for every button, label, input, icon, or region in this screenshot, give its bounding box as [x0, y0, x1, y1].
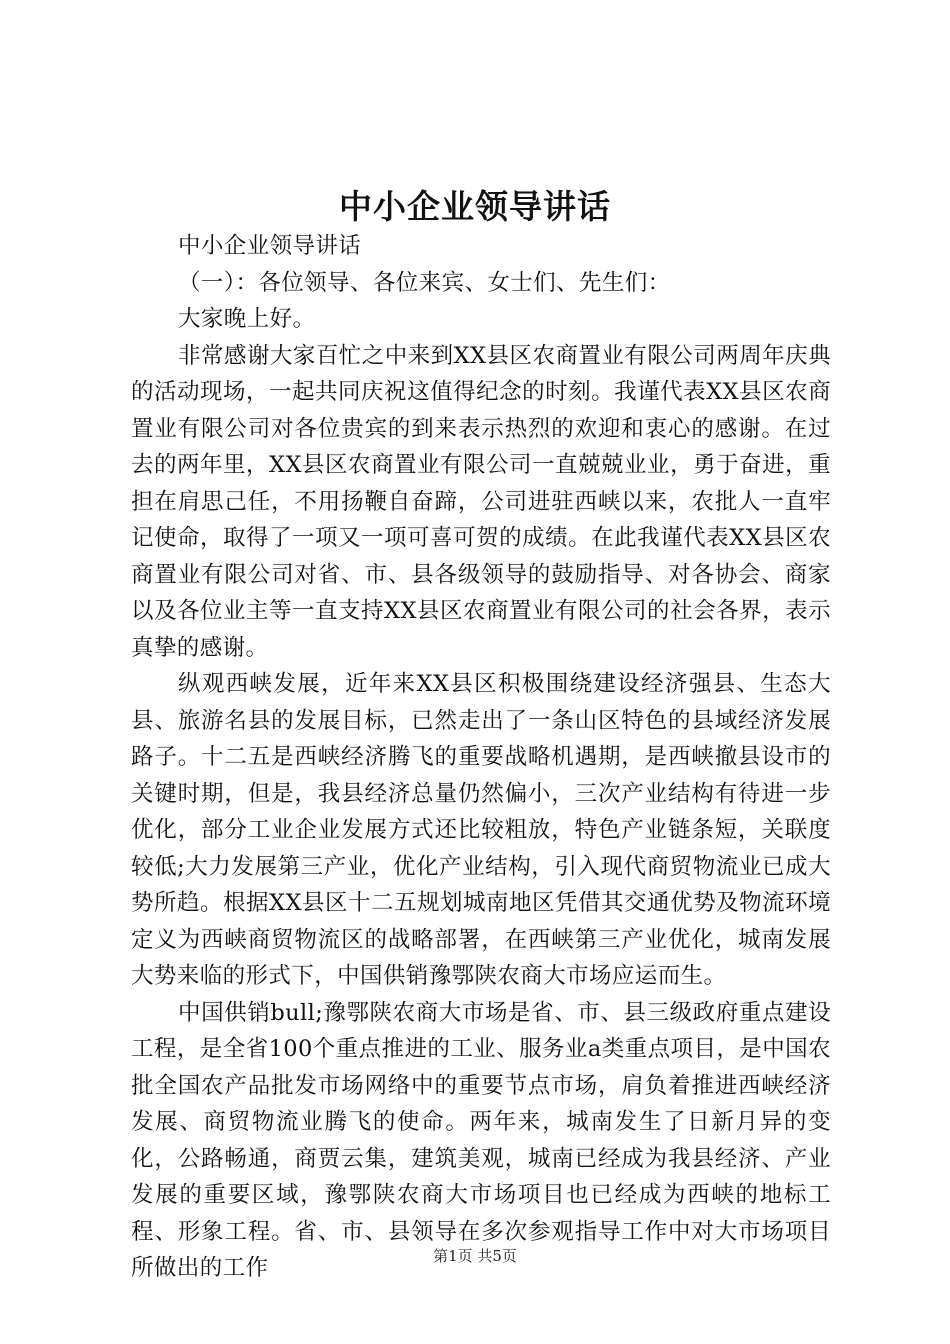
paragraph-market: 中国供销bull;豫鄂陕农商大市场是省、市、县三级政府重点建设工程，是全省100个重点推进的工业、服务业a类重点项目，是中国农批全国农产品批发市场网络中的重要节点市场，肩负着推进西峡经济发展、商贸物流业腾飞的使命。两年来，城南发生了日新月异的变化，公路畅通，商贾云集，建筑美观，城南已经成为我县经济、产业发展的重要区域，豫鄂陕农商大市场项目也已经成为西峡的地标工程、形象工程。省、市、县领导在多次参观指导工作中对大市场项目所做出的工作	[131, 999, 831, 1281]
paragraph-greeting: 大家晚上好。	[178, 306, 316, 332]
page-number-footer: 第1页 共5页	[433, 1247, 517, 1265]
document-title: 中小企业领导讲话	[339, 187, 611, 226]
paragraph-development: 纵观西峡发展，近年来XX县区积极围绕建设经济强县、生态大县、旅游名县的发展目标，已然走出了一条山区特色的县域经济发展路子。十二五是西峡经济腾飞的重要战略机遇期，是西峡撤县设市的关键时期，但是，我县经济总量仍然偏小，三次产业结构有待进一步优化，部分工业企业发展方式还比较粗放，特色产业链条短，关联度较低;大力发展第三产业，优化产业结构，引入现代商贸物流业已成大势所趋。根据XX县区十二五规划城南地区凭借其交通优势及物流环境定义为西峡商贸物流区的战略部署，在西峡第三产业优化，城南发展大势来临的形式下，中国供销豫鄂陕农商大市场应运而生。	[131, 671, 831, 989]
document-body	[131, 228, 831, 1287]
paragraph-salutation: （一）：各位领导、各位来宾、女士们、先生们：	[178, 269, 671, 296]
paragraph-thanks: 非常感谢大家百忙之中来到XX县区农商置业有限公司两周年庆典的活动现场，一起共同庆祝这值得纪念的时刻。我谨代表XX县区农商置业有限公司对各位贵宾的到来表示热烈的欢迎和衷心的感谢。在过去的两年里，XX县区农商置业有限公司一直兢兢业业，勇于奋进，重担在肩思己任，不用扬鞭自奋蹄，公司进驻西峡以来，农批人一直牢记使命，取得了一项又一项可喜可贺的成绩。在此我谨代表XX县区农商置业有限公司对省、市、县各级领导的鼓励指导、对各协会、商家以及各位业主等一直支持XX县区农商置业有限公司的社会各界，表示真挚的感谢。	[131, 342, 831, 661]
paragraph-heading: 中小企业领导讲话	[178, 233, 362, 259]
